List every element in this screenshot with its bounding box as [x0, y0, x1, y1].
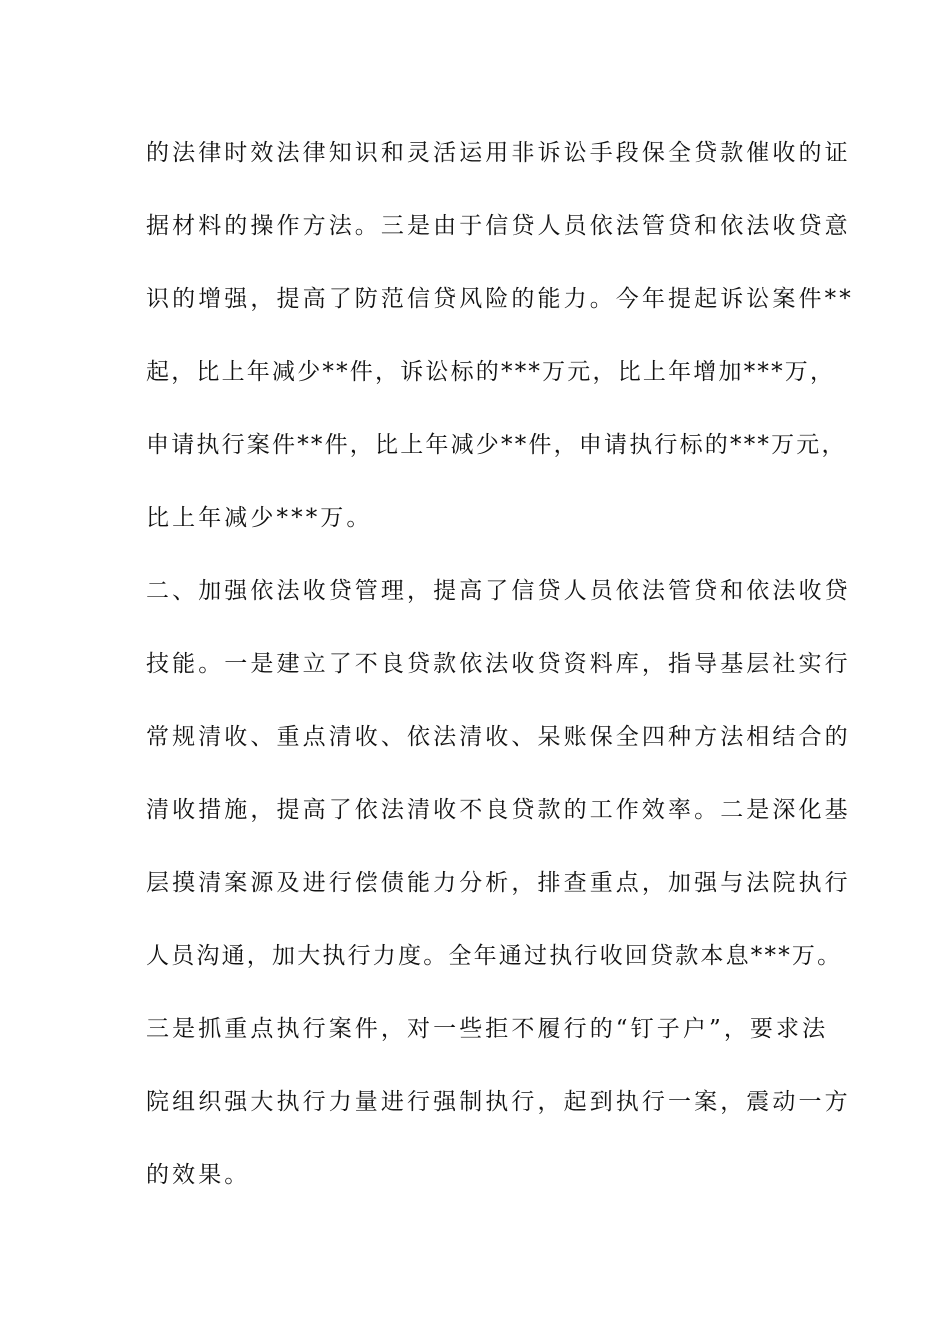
paragraph-line: 比上年减少***万。	[146, 505, 373, 531]
paragraph-line: 技能。一是建立了不良贷款依法收贷资料库，指导基层社实行	[146, 651, 851, 677]
paragraph-line: 的法律时效法律知识和灵活运用非诉讼手段保全贷款催收的证	[146, 140, 851, 166]
paragraph-line: 层摸清案源及进行偿债能力分析，排查重点，加强与法院执行	[146, 870, 851, 896]
paragraph-line: 起，比上年减少**件，诉讼标的***万元，比上年增加***万，	[146, 359, 836, 385]
paragraph-line: 常规清收、重点清收、依法清收、呆账保全四种方法相结合的	[146, 724, 851, 750]
paragraph-line: 清收措施，提高了依法清收不良贷款的工作效率。二是深化基	[146, 797, 851, 823]
paragraph-line: 三是抓重点执行案件，对一些拒不履行的“钉子户”，要求法	[146, 1016, 829, 1042]
paragraph-line: 院组织强大执行力量进行强制执行，起到执行一案，震动一方	[146, 1089, 851, 1115]
paragraph-line: 据材料的操作方法。三是由于信贷人员依法管贷和依法收贷意	[146, 213, 851, 239]
paragraph-line: 识的增强，提高了防范信贷风险的能力。今年提起诉讼案件**	[146, 286, 854, 312]
paragraph-line: 申请执行案件**件，比上年减少**件，申请执行标的***万元，	[146, 432, 847, 458]
section-heading-line: 二、加强依法收贷管理，提高了信贷人员依法管贷和依法收贷	[146, 578, 851, 604]
paragraph-line: 的效果。	[146, 1162, 251, 1188]
paragraph-line: 人员沟通，加大执行力度。全年通过执行收回贷款本息***万。	[146, 943, 843, 969]
